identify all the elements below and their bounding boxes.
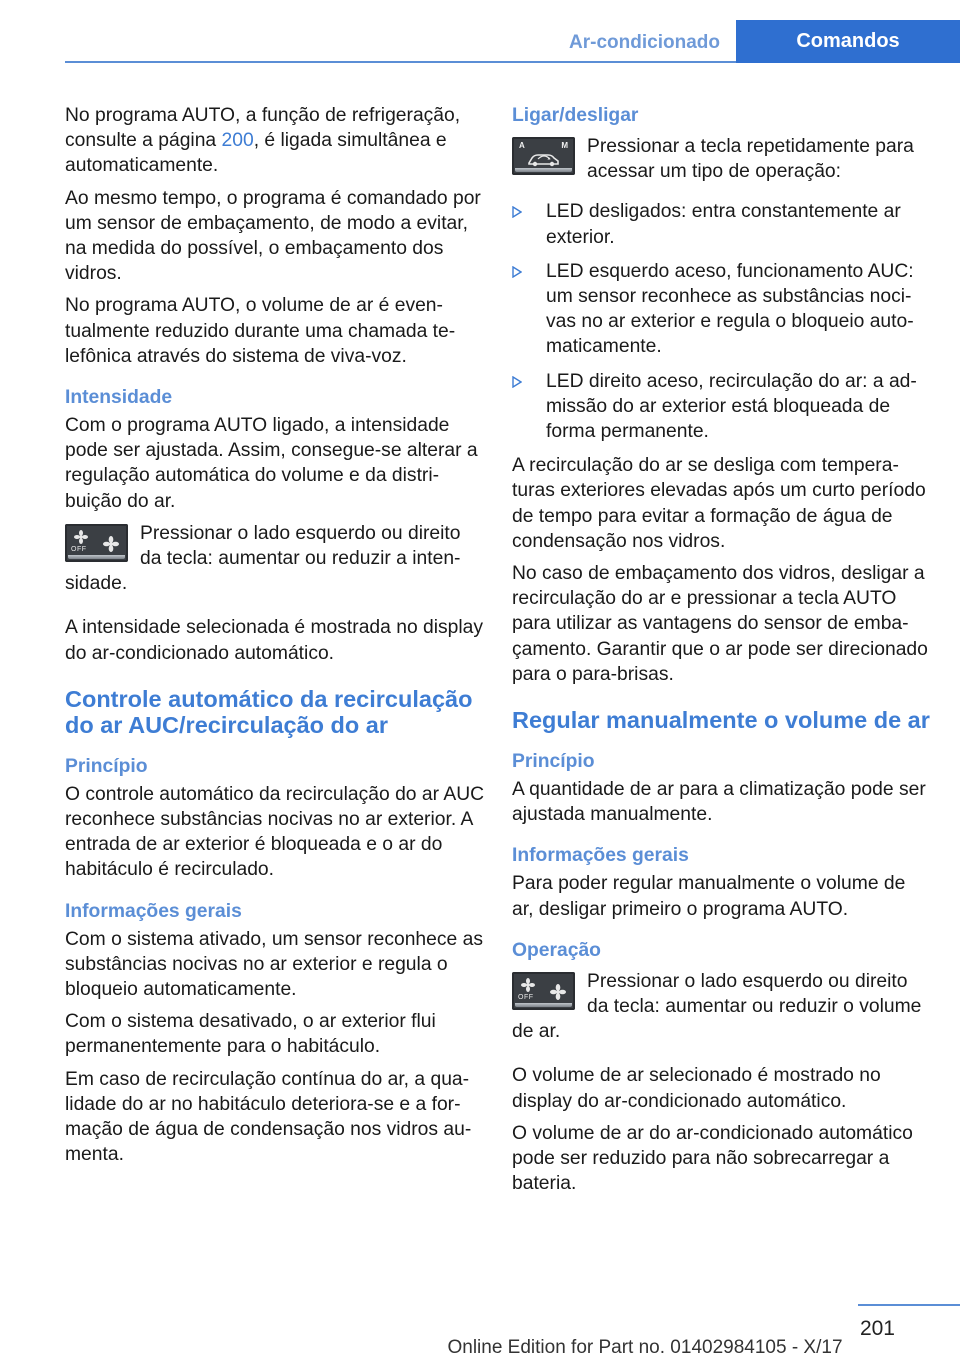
heading-controle-recirculacao: Controle automático da recirculação do ar AUC/recirculação do ar (65, 685, 473, 738)
fan-button-icon (512, 972, 575, 1010)
paragraph: O volume de ar selecionado é mostrado no display do ar-condicionado automático. (512, 1065, 881, 1112)
fan-button-row (512, 969, 930, 1052)
heading-regular-volume: Regular manualmente o volume de ar (512, 707, 930, 734)
fan-button-icon (65, 524, 128, 562)
paragraph: Com o sistema ativado, um sensor reconhece as substâncias nocivas no ar exterior e regula o bloqueio automaticamente. (65, 928, 483, 1001)
text: , é ligada simultânea e automaticamente. (65, 130, 447, 177)
paragraph: Pressionar a tecla repetidamente para acessar um tipo de operação: (587, 136, 914, 183)
paragraph: O controle automático da recirculação do ar AUC reconhece substâncias nocivas no ar exterior. A entrada de ar exterior é bloqueada e o ar do habitáculo é recirculado. (65, 783, 485, 881)
recirculation-button-row (512, 134, 930, 191)
list-item (512, 259, 930, 360)
paragraph: Pressionar o lado esquerdo ou direito da tecla: aumentar ou reduzir o volume de ar. (512, 970, 922, 1043)
recirculation-button-icon (512, 137, 575, 175)
heading-principio: Princípio (65, 755, 148, 777)
paragraph: Em caso de recirculação contínua do ar, a qualidade do ar no habitáculo deteriora-se e a formação de água de condensação nos vidros aumenta. (65, 1068, 472, 1166)
off-label: OFF (518, 993, 534, 1001)
triangle-bullet-icon (512, 376, 522, 388)
car-recirculation-icon (526, 150, 562, 168)
paragraph: Pressionar o lado esquerdo ou direito da tecla: aumentar ou reduzir a intensidade. (65, 522, 461, 595)
heading-ligar-desligar: Ligar/desligar (512, 105, 639, 126)
paragraph: A recirculação do ar se desliga com temperaturas exteriores elevadas após um curto período de tempo para evitar a formação de água de condensação nos vidros. (512, 455, 926, 552)
paragraph (65, 103, 485, 179)
paragraph: O volume de ar do ar-condicionado automático pode ser reduzido para não sobrecarregar a bateria. (512, 1122, 913, 1195)
list-item (512, 199, 930, 249)
footer-rule (858, 1304, 960, 1306)
heading-principio: Princípio (512, 751, 595, 773)
fan-small-icon (521, 978, 535, 992)
list-item-text: LED desligados: entra constantemente ar exterior. (546, 201, 901, 248)
list-item-text: LED direito aceso, recirculação do ar: a admissão do ar exterior está bloqueada de forma permanente. (546, 370, 917, 443)
paragraph: A intensidade selecionada é mostrada no display do ar-condicionado automático. (65, 617, 484, 664)
paragraph: No caso de embaçamento dos vidros, desligar a recirculação do ar e pressionar a tecla AUTO para utilizar as vantagens do sensor de embaçamento. Garantir que o ar pode ser direcionado para o para-brisas. (512, 563, 928, 685)
edition-note: Online Edition for Part no. 01402984105 - X/17 (447, 1337, 843, 1358)
list-item (512, 369, 930, 445)
header-chapter-tab[interactable]: Comandos (736, 20, 960, 63)
paragraph: Com o programa AUTO ligado, a intensidade pode ser ajustada. Assim, consegue-se alterar a regulação automática do volume e da distribuição do ar. (65, 415, 478, 512)
page-number: 201 (859, 1317, 895, 1340)
off-label: OFF (71, 545, 87, 553)
led-label-m: M (561, 141, 568, 150)
fan-small-icon (74, 530, 88, 544)
heading-informacoes-gerais: Informações gerais (512, 845, 689, 867)
paragraph: No programa AUTO, o volume de ar é eventualmente reduzido durante uma chamada telefônica através do sistema de viva-voz. (65, 295, 456, 367)
fan-large-icon (103, 536, 119, 552)
header-section-title: Ar-condicionado (569, 32, 720, 53)
fan-button-row (65, 521, 485, 604)
led-label-a: A (519, 141, 525, 150)
triangle-bullet-icon (512, 266, 522, 278)
heading-operacao: Operação (512, 939, 601, 961)
operation-mode-list (512, 199, 930, 444)
heading-informacoes-gerais: Informações gerais (65, 900, 242, 922)
paragraph: A quantidade de ar para a climatização pode ser ajustada manualmente. (512, 779, 926, 826)
right-column (512, 103, 930, 1204)
paragraph: Ao mesmo tempo, o programa é comandado por um sensor de embaçamento, de modo a evitar, na medida do possível, o embaçamento dos vidros. (65, 187, 481, 285)
triangle-bullet-icon (512, 206, 522, 218)
page-reference-link[interactable]: 200 (221, 130, 254, 152)
paragraph: Para poder regular manualmente o volume de ar, desligar primeiro o programa AUTO. (512, 873, 906, 920)
heading-intensidade: Intensidade (65, 387, 173, 409)
list-item-text: LED esquerdo aceso, funcionamento AUC: um sensor reconhece as substâncias nocivas no ar exterior e regula o bloqueio automaticamente. (546, 260, 914, 358)
fan-large-icon (550, 984, 566, 1000)
text: No programa AUTO, a função de refrigeração, consulte a página (65, 105, 461, 152)
left-column (65, 103, 485, 1175)
paragraph: Com o sistema desativado, o ar exterior flui permanentemente para o habitáculo. (65, 1011, 436, 1058)
